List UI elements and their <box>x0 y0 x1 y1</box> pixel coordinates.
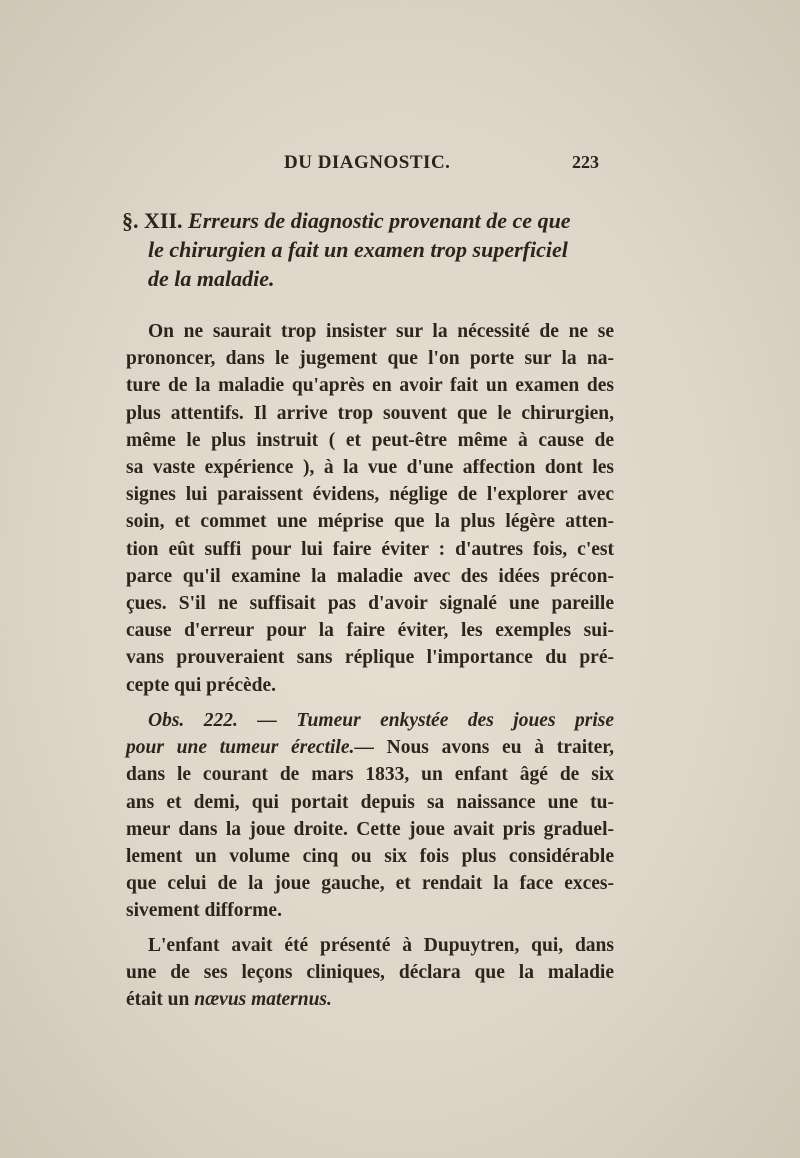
text-line: meur dans la joue droite. Cette joue avait pris graduel- <box>126 818 614 840</box>
observation-222 <box>126 707 614 925</box>
observation-label: Obs. 222. <box>148 710 238 731</box>
paragraph-3 <box>126 932 614 1014</box>
text-line: une de ses leçons cliniques, déclara que la maladie <box>126 962 614 984</box>
text-line: sa vaste expérience ), à la vue d'une affection dont les <box>126 457 614 479</box>
text-fragment: était un <box>126 989 190 1011</box>
text-line: ture de la maladie qu'après en avoir fait un examen des <box>126 375 614 397</box>
text-line: même le plus instruit ( et peut-être même à cause de <box>126 429 614 451</box>
observation-heading-line <box>126 707 614 734</box>
text-line <box>126 986 614 1013</box>
text-line: lement un volume cinq ou six fois plus considérable <box>126 846 614 868</box>
text-line: ans et demi, qui portait depuis sa naissance une tu- <box>126 791 614 813</box>
observation-line-rest: — Nous avons eu à traiter, <box>354 737 615 759</box>
page-number: 223 <box>572 152 599 172</box>
section-title-line: Erreurs de diagnostic provenant de ce que <box>188 208 571 233</box>
observation-title-line <box>126 734 614 761</box>
text-line: sivement difforme. <box>126 900 282 922</box>
text-line: cepte qui précède. <box>126 674 277 696</box>
text-line: çues. S'il ne suffisait pas d'avoir signalé une pareille <box>126 593 614 615</box>
text-line: dans le courant de mars 1833, un enfant âgé de six <box>126 764 614 786</box>
observation-title-1: — Tumeur enkystée des joues prise <box>257 710 615 731</box>
text-line: prononcer, dans le jugement que l'on porte sur la na- <box>126 348 614 370</box>
italic-term: nævus maternus. <box>194 989 332 1011</box>
section-title-line: le chirurgien a fait un examen trop superficiel <box>148 237 568 262</box>
section-number: §. XII. <box>122 208 183 233</box>
section-title-line: de la maladie. <box>148 266 275 291</box>
text-line: plus attentifs. Il arrive trop souvent que le chirurgien, <box>126 402 614 424</box>
text-line: soin, et commet une méprise que la plus légère atten- <box>126 511 614 533</box>
text-line: On ne saurait trop insister sur la nécessité de ne se <box>148 321 614 342</box>
text-line: parce qu'il examine la maladie avec des idées précon- <box>126 565 614 587</box>
running-head-title: DU DIAGNOSTIC. <box>284 152 451 173</box>
running-head <box>0 152 800 176</box>
text-line: tion eût suffi pour lui faire éviter : d'autres fois, c'est <box>126 538 614 560</box>
section-heading-line <box>122 206 622 235</box>
text-line: cause d'erreur pour la faire éviter, les exemples sui- <box>126 620 614 642</box>
paragraph-1 <box>126 318 614 699</box>
observation-title-2: pour une tumeur érectile. <box>126 737 355 759</box>
text-line: signes lui paraissent évidens, néglige de l'explorer avec <box>126 484 614 506</box>
text-line: vans prouveraient sans réplique l'importance du pré- <box>126 647 614 669</box>
section-heading <box>122 206 622 293</box>
text-line: L'enfant avait été présenté à Dupuytren, qui, dans <box>148 935 614 956</box>
text-line: que celui de la joue gauche, et rendait la face exces- <box>126 873 614 895</box>
